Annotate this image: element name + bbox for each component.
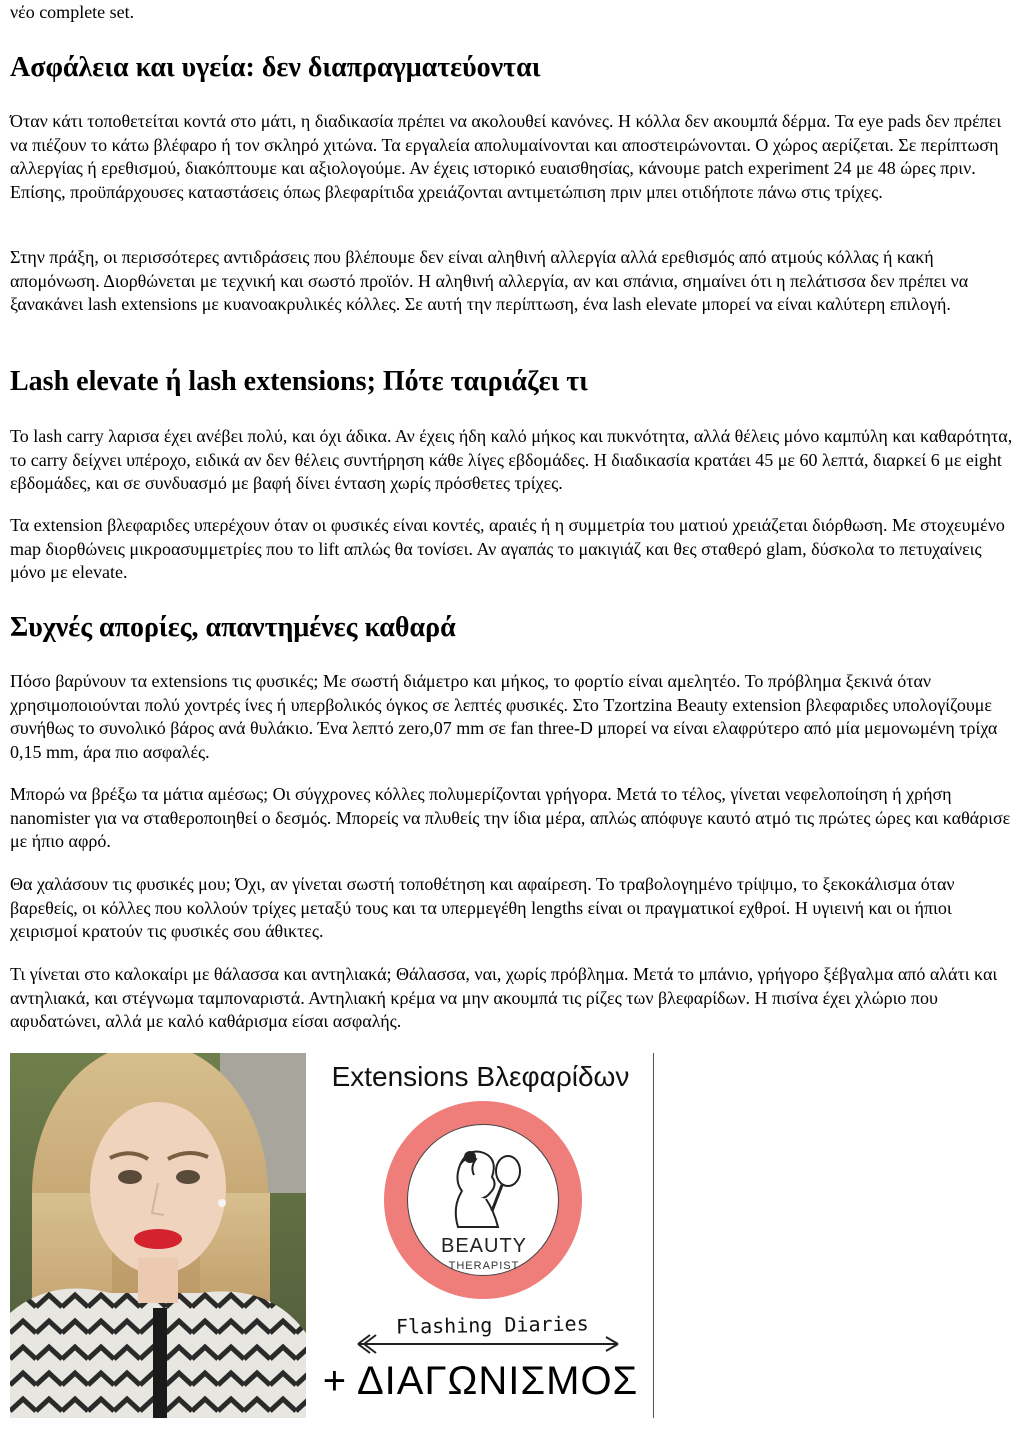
portrait-photo (10, 1053, 306, 1418)
section-heading-safety: Ασφάλεια και υγεία: δεν διαπραγματεύονται (10, 52, 541, 83)
paragraph-lift-1: Το lash carry λαρισα έχει ανέβει πολύ, και όχι άδικα. Αν έχεις ήδη καλό μήκος και πυκνότητα, αλλά θέλεις μόνο καμπύλη και καθαρότητα, το carry δείχνει υπέροχο, ειδικά αν δεν θέλεις συντήρηση κάθε λίγες εβδομάδες. Η διαδικασία κρατάει 45 με 60 λεπτά, διαρκεί 6 με eight εβδομάδες, και σε συνδυασμό με βαφή δίνει ένταση χωρίς πρόσθετες τρίχες. (10, 426, 1013, 494)
paragraph-faq-1: Πόσο βαρύνουν τα extensions τις φυσικές; Με σωστή διάμετρο και μήκος, το φορτίο είναι αμελητέο. Το πρόβλημα ξεκινά όταν χρησιμοποιούνται πολύ χοντρές ίνες ή υπερβολικός όγκος σε λεπτές φυσικές. Στο Tzortzina Beauty extension βλεφαριδες υπολογίζουμε συνήθως το συνολικό βάρος ανά θυλάκιο. Ένα λεπτό zero,07 mm σε fan three-D μπορεί να είναι ελαφρύτερο από μία μεμονωμένη τρίχα 0,15 mm, άρα πιο ασφαλές. (10, 671, 998, 762)
logo-main-text: BEAUTY (440, 1235, 528, 1257)
contest-text: + ΔΙΑΓΩΝΙΣΜΟΣ (322, 1359, 639, 1403)
section-heading-faq: Συχνές απορίες, απαντημένες καθαρά (10, 612, 456, 643)
logo-inner-circle (407, 1124, 559, 1276)
promo-image (10, 1053, 655, 1418)
intro-tail-text: νέο complete set. (10, 2, 135, 22)
beauty-therapist-logo (384, 1101, 582, 1299)
paragraph-safety-2: Στην πράξη, οι περισσότερες αντιδράσεις που βλέπουμε δεν είναι αληθινή αλλεργία αλλά ερεθισμός από ατμούς κόλλας ή κακή απομόνωση. Διορθώνεται με τεχνική και σωστό προϊόν. Η αληθινή αλλεργία, αν και σπάνια, σημαίνει ότι η πελάτισσα δεν πρέπει να ξανακάνει lash extensions με κυανοακρυλικές κόλλες. Σε αυτή την περίπτωση, ένα lash elevate μπορεί να είναι καλύτερη επιλογή. (10, 247, 969, 315)
logo-sub-text: THERAPIST (448, 1260, 520, 1272)
paragraph-safety-1: Όταν κάτι τοποθετείται κοντά στο μάτι, η διαδικασία πρέπει να ακολουθεί κανόνες. Η κόλλα δεν ακουμπά δέρμα. Τα eye pads δεν πρέπει να πιέζουν το κάτω βλέφαρο ή τον σκληρό χιτώνα. Τα εργαλεία απολυμαίνονται και αποστειρώνονται. Ο χώρος αερίζεται. Σε περίπτωση αλλεργίας ή ερεθισμού, διακόπτουμε και αξιολογούμε. Αν έχεις ιστορικό ευαισθησίας, κάνουμε patch experiment 24 με 48 ώρες πριν. Επίσης, προϋπάρχουσες καταστάσεις όπως βλεφαρίτιδα χρειάζονται αντιμετώπιση πριν μπει οτιδήποτε πάνω στις τρίχες. (10, 111, 1002, 202)
paragraph-faq-3: Θα χαλάσουν τις φυσικές μου; Όχι, αν γίνεται σωστή τοποθέτηση και αφαίρεση. Το τραβολογημένο τρίψιμο, το ξεκοκάλισμα όταν βαρεθείς, οι κόλλες που κολλούν τρίχες μεταξύ τους και τα υπερμεγέθη lengths είναι οι πραγματικοί εχθροί. Η υγιεινή και οι ήπιοι χειρισμοί κρατούν τις φυσικές σου άθικτες. (10, 874, 955, 942)
paragraph-faq-4: Τι γίνεται στο καλοκαίρι με θάλασσα και αντηλιακά; Θάλασσα, ναι, χωρίς πρόβλημα. Μετά το μπάνιο, γρήγορο ξέβγαλμα από αλάτι και αντηλιακά, και στέγνωμα ταμποναριστά. Αντηλιακή κρέμα να μην ακουμπά τις ρίζες των βλεφαρίδων. Η πισίνα έχει χλώριο που αφυδατώνει, αλλά με καλό καθάρισμα είσαι ασφαλής. (10, 964, 998, 1032)
portrait-photo-illustration (10, 1053, 306, 1418)
vintage-woman-mirror-icon (440, 1145, 530, 1233)
promo-panel (308, 1053, 654, 1418)
flashing-diaries-text: Flashing Diaries (395, 1311, 589, 1339)
paragraph-faq-2: Μπορώ να βρέξω τα μάτια αμέσως; Οι σύγχρονες κόλλες πολυμερίζονται γρήγορα. Μετά το τέλος, γίνεται νεφελοποίηση ή χρήση nanomister για να σταθεροποιηθεί ο δεσμός. Μπορείς να πλυθείς την ίδια μέρα, απλώς απόφυγε καυτό ατμό τις πρώτες ώρες και καθάρισε με ήπιο αφρό. (10, 784, 1011, 852)
paragraph-lift-2: Τα extension βλεφαριδες υπερέχουν όταν οι φυσικές είναι κοντές, αραιές ή η συμμετρία του ματιού χρειάζεται διόρθωση. Με στοχευμένο map διορθώνεις μικροασυμμετρίες που το lift απλώς θα τονίσει. Αν αγαπάς το μακιγιάζ και θες σταθερό glam, δύσκολα το πετυχαίνεις μόνο με elevate. (10, 515, 1005, 583)
promo-title: Extensions Βλεφαρίδων (331, 1061, 630, 1092)
section-heading-lift-vs-extensions: Lash elevate ή lash extensions; Πότε ταιριάζει τι (10, 366, 588, 397)
